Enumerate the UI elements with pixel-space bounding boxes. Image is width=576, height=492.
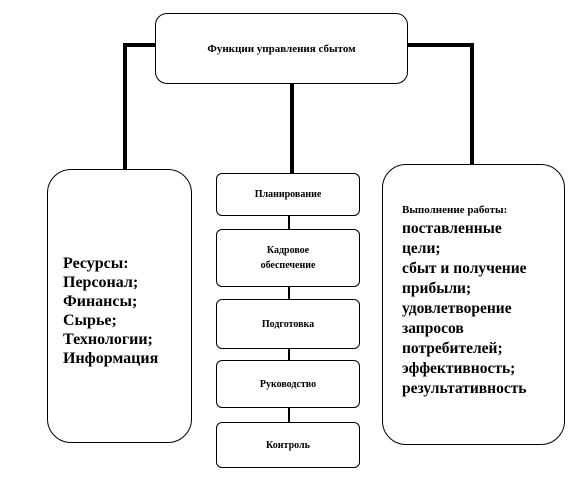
- preparation-box: [216, 299, 360, 349]
- work-results-title: Выполнение работы:: [402, 204, 508, 216]
- title-box: [155, 13, 408, 84]
- work-results-line: удовлетворение: [402, 300, 512, 317]
- control-label: Контроль: [266, 439, 310, 451]
- resources-line: Персонал;: [63, 274, 139, 291]
- title-text: Функции управления сбытом: [207, 42, 356, 55]
- work-results-line: поставленные: [402, 220, 502, 237]
- resources-text: [63, 254, 158, 368]
- work-results-line: цели;: [402, 240, 441, 257]
- work-results-line: запросов: [402, 320, 464, 337]
- connector-left: [125, 45, 155, 169]
- resources-line: Ресурсы:: [63, 255, 129, 272]
- work-results-line: сбыт и получение: [402, 260, 527, 277]
- work-results-line: потребителей;: [402, 340, 503, 357]
- connector-right: [408, 45, 472, 164]
- control-box: [216, 422, 360, 468]
- preparation-label: Подготовка: [261, 318, 315, 330]
- planning-label: Планирование: [254, 189, 322, 200]
- work-results-line: результативность: [402, 380, 527, 397]
- staffing-box: [216, 229, 360, 287]
- resources-line: Финансы;: [63, 293, 138, 310]
- planning-box: [216, 173, 360, 216]
- resources-line: Сырье;: [63, 312, 117, 329]
- management-box: [216, 360, 360, 408]
- work-results-line: эффективность;: [402, 360, 516, 377]
- work-results-line: прибыли;: [402, 280, 472, 297]
- management-label: Руководство: [259, 378, 317, 390]
- staffing-label: Кадровое обеспечение: [260, 245, 316, 271]
- resources-line: Технологии;: [63, 331, 153, 348]
- resources-line: Информация: [63, 350, 159, 367]
- work-results-text: [402, 219, 527, 399]
